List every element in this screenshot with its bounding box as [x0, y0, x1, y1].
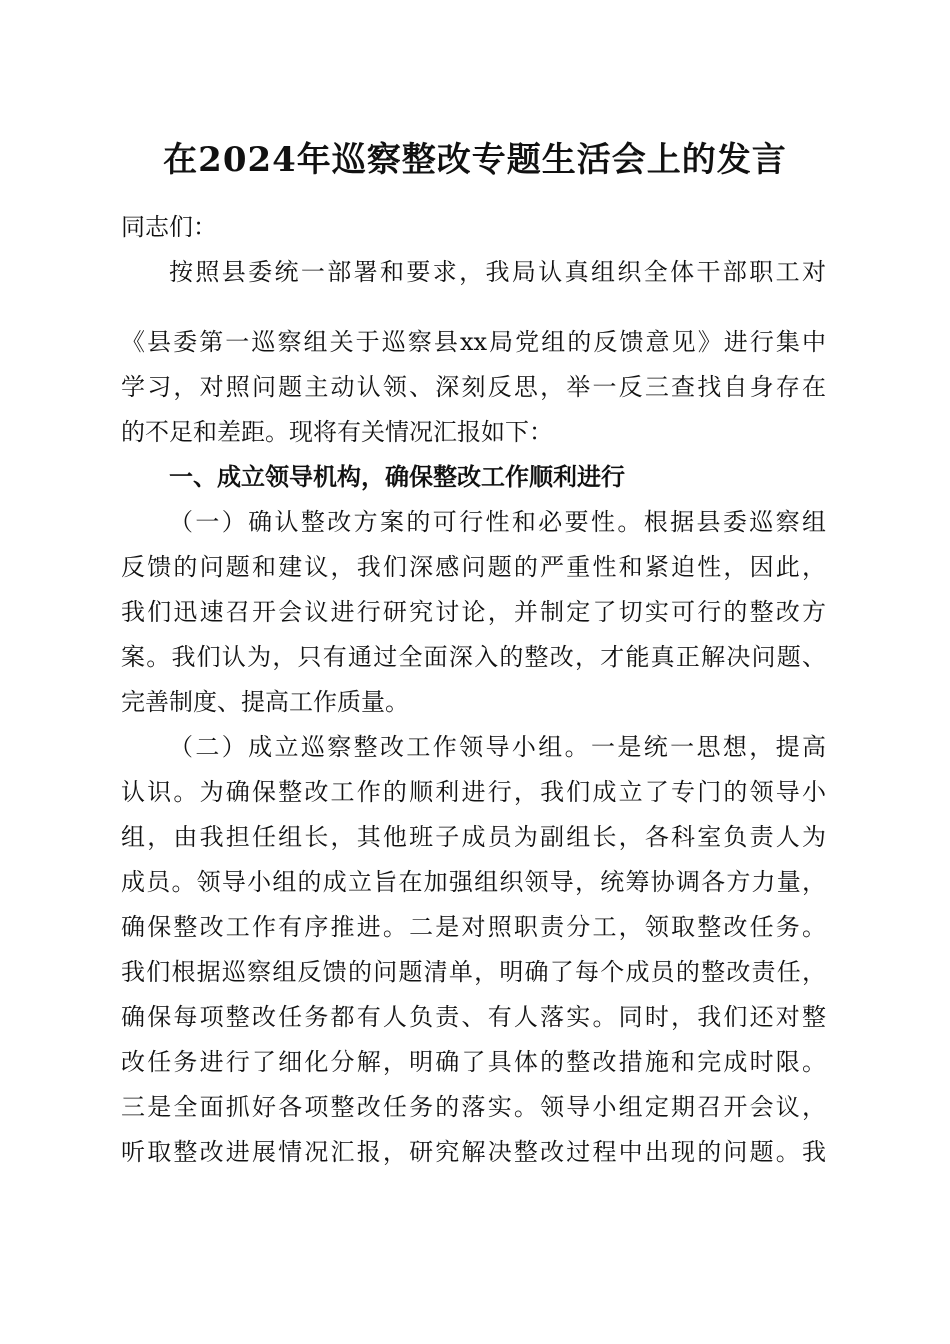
paragraph-line: 认识。为确保整改工作的顺利进行，我们成立了专门的领导小 [121, 778, 826, 806]
intro-line: 《县委第一巡察组关于巡察县xx局党组的反馈意见》进行集中 [121, 328, 826, 356]
paragraph-line: 反馈的问题和建议，我们深感问题的严重性和紧迫性，因此， [121, 553, 826, 581]
intro-line: 学习，对照问题主动认领、深刻反思，举一反三查找自身存在 [121, 373, 826, 401]
paragraph-line: （二）成立巡察整改工作领导小组。一是统一思想，提高 [169, 733, 826, 761]
paragraph-line: 确保每项整改任务都有人负责、有人落实。同时，我们还对整 [121, 1003, 826, 1031]
paragraph-line: 完善制度、提高工作质量。 [121, 688, 409, 716]
paragraph-line: 组，由我担任组长，其他班子成员为副组长，各科室负责人为 [121, 823, 826, 851]
intro-line: 按照县委统一部署和要求，我局认真组织全体干部职工对 [169, 258, 826, 286]
paragraph-line: （一）确认整改方案的可行性和必要性。根据县委巡察组 [169, 508, 826, 536]
salutation: 同志们： [121, 213, 217, 241]
paragraph-line: 改任务进行了细化分解，明确了具体的整改措施和完成时限。 [121, 1048, 826, 1076]
intro-line: 的不足和差距。现将有关情况汇报如下： [121, 418, 553, 446]
section-heading: 一、成立领导机构，确保整改工作顺利进行 [169, 463, 625, 491]
paragraph-line: 我们迅速召开会议进行研究讨论，并制定了切实可行的整改方 [121, 598, 826, 626]
paragraph-line: 案。我们认为，只有通过全面深入的整改，才能真正解决问题、 [121, 643, 826, 671]
paragraph-line: 确保整改工作有序推进。二是对照职责分工，领取整改任务。 [121, 913, 826, 941]
paragraph-line: 我们根据巡察组反馈的问题清单，明确了每个成员的整改责任， [121, 958, 826, 986]
paragraph-line: 听取整改进展情况汇报，研究解决整改过程中出现的问题。我 [121, 1138, 826, 1166]
paragraph-line: 三是全面抓好各项整改任务的落实。领导小组定期召开会议， [121, 1093, 826, 1121]
document-title: 在2024年巡察整改专题生活会上的发言 [163, 140, 787, 180]
paragraph-line: 成员。领导小组的成立旨在加强组织领导，统筹协调各方力量， [121, 868, 826, 896]
